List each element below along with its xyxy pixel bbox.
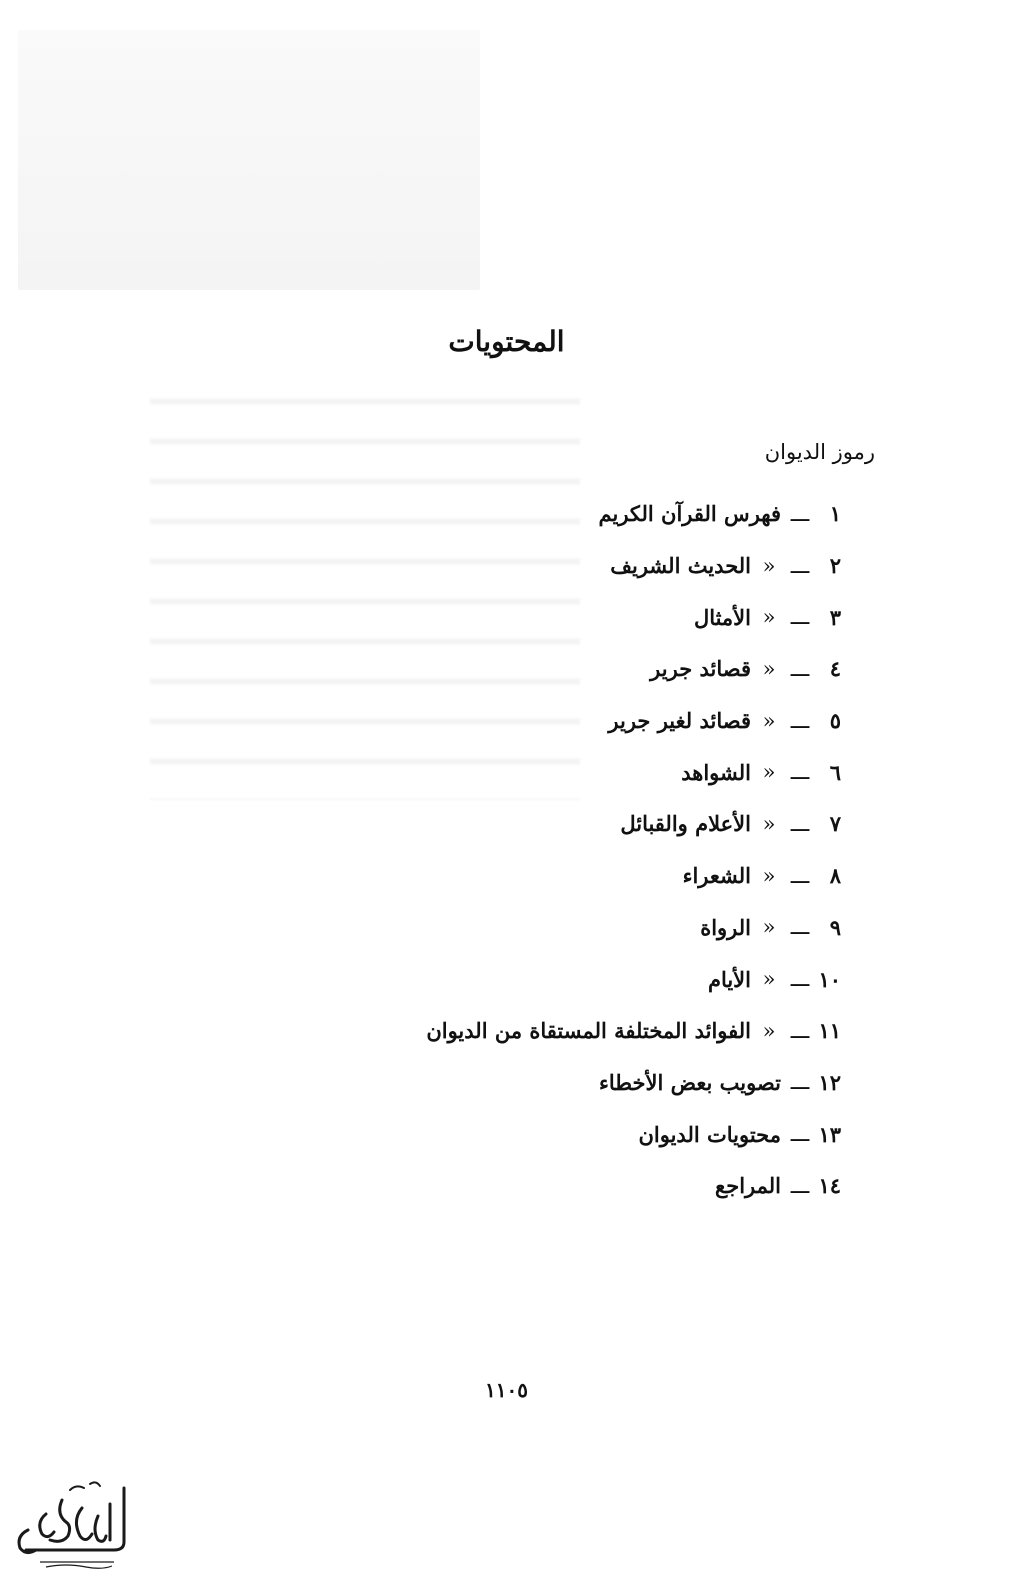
toc-item-dash: ـــ (790, 760, 810, 785)
toc-item (426, 488, 841, 540)
toc-item (426, 902, 841, 954)
toc-item-label: الأيام (707, 966, 751, 992)
toc-item-dash: ـــ (790, 863, 810, 888)
table-of-contents (426, 488, 841, 1212)
toc-item-label: الأعلام والقبائل (620, 811, 751, 837)
toc-item-dash: ـــ (790, 605, 810, 630)
toc-item-label: فهرس القرآن الكريم (598, 501, 781, 527)
toc-item-label: الشواهد (681, 759, 751, 785)
calligraphy-stamp-graphic (6, 1470, 136, 1580)
toc-item-ditto-mark: « (762, 708, 776, 733)
toc-item-label: قصائد لغير جرير (608, 708, 751, 734)
toc-item-number: ١٤ (818, 1173, 841, 1199)
toc-item-number: ١١ (818, 1018, 841, 1044)
toc-item-dash: ـــ (790, 1070, 810, 1095)
toc-item (426, 1057, 841, 1109)
toc-item-ditto-mark: « (762, 760, 776, 785)
toc-item-label: الرواة (700, 914, 751, 940)
toc-item-label: قصائد جرير (650, 656, 751, 682)
toc-item-dash: ـــ (790, 708, 810, 733)
toc-item-ditto-mark: « (762, 863, 776, 888)
toc-item (426, 1160, 841, 1212)
toc-item-label: الشعراء (682, 863, 751, 889)
toc-item-ditto-mark: « (762, 1018, 776, 1043)
toc-item (426, 798, 841, 850)
toc-item-dash: ـــ (790, 656, 810, 681)
toc-item-number: ٥ (829, 708, 841, 734)
toc-item (426, 1005, 841, 1057)
toc-item (426, 695, 841, 747)
toc-item-number: ٩ (829, 914, 841, 940)
page-title: المحتويات (448, 325, 565, 358)
toc-item-dash: ـــ (790, 967, 810, 992)
toc-item-ditto-mark: « (762, 811, 776, 836)
page-number: ١١٠٥ (485, 1378, 528, 1402)
toc-item (426, 1108, 841, 1160)
toc-item-number: ٧ (829, 811, 841, 837)
bleed-through-area (18, 30, 480, 290)
toc-item-number: ١٠ (818, 966, 841, 992)
toc-item (426, 643, 841, 695)
toc-item-dash: ـــ (790, 553, 810, 578)
toc-item (426, 850, 841, 902)
toc-item-number: ٦ (829, 759, 841, 785)
toc-item-dash: ـــ (790, 1018, 810, 1043)
toc-item-number: ٢ (829, 553, 841, 579)
toc-item-dash: ـــ (790, 811, 810, 836)
toc-item-number: ٨ (829, 863, 841, 889)
toc-item-number: ٤ (829, 656, 841, 682)
toc-item-label: الفوائد المختلفة المستقاة من الديوان (426, 1018, 751, 1044)
toc-item-number: ١ (829, 501, 841, 527)
toc-item (426, 746, 841, 798)
toc-item-number: ١٢ (818, 1069, 841, 1095)
toc-item-label: محتويات الديوان (638, 1121, 781, 1147)
toc-item (426, 953, 841, 1005)
toc-item-label: تصويب بعض الأخطاء (599, 1069, 781, 1095)
toc-item-label: الأمثال (693, 604, 751, 630)
toc-item-dash: ـــ (790, 1173, 810, 1198)
symbols-heading: رموز الديوان (764, 440, 875, 464)
toc-item-dash: ـــ (790, 1122, 810, 1147)
calligraphy-stamp (6, 1470, 136, 1580)
toc-item-ditto-mark: « (762, 967, 776, 992)
toc-item-ditto-mark: « (762, 605, 776, 630)
toc-item (426, 540, 841, 592)
toc-item-ditto-mark: « (762, 915, 776, 940)
toc-item-label: المراجع (715, 1173, 781, 1199)
toc-item-number: ٣ (829, 604, 841, 630)
toc-item (426, 591, 841, 643)
toc-item-number: ١٣ (818, 1121, 841, 1147)
toc-item-ditto-mark: « (762, 553, 776, 578)
toc-item-label: الحديث الشريف (610, 553, 751, 579)
toc-item-ditto-mark: « (762, 656, 776, 681)
toc-item-dash: ـــ (790, 915, 810, 940)
toc-item-dash: ـــ (790, 501, 810, 526)
